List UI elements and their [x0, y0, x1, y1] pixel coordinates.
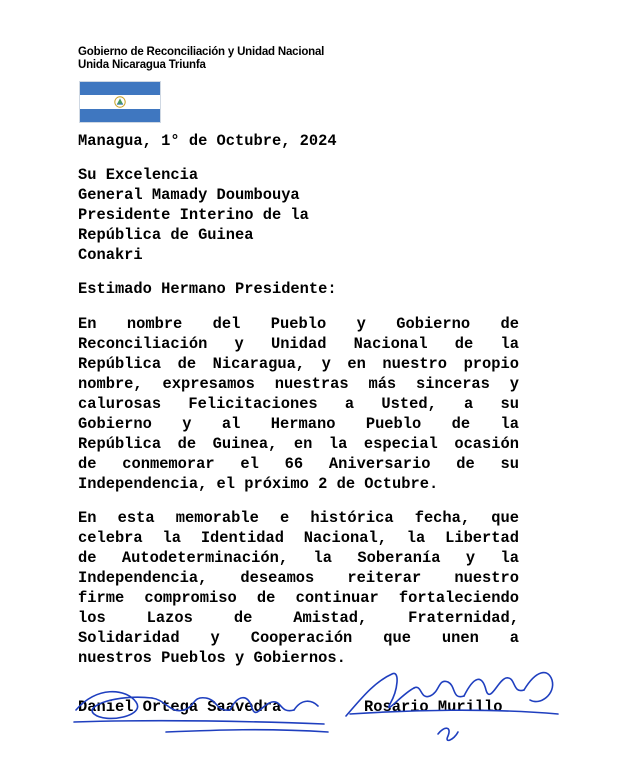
recipient-line: General Mamady Doumbouya [78, 186, 300, 204]
salutation: Estimado Hermano Presidente: [78, 280, 337, 298]
body-paragraph-2 [78, 508, 519, 668]
signatory-right-name: Rosario Murillo [364, 698, 503, 716]
paragraph-line: calurosas Felicitaciones a Usted, a su [78, 395, 519, 413]
recipient-line: Su Excelencia [78, 166, 199, 184]
letter-date: Managua, 1° de Octubre, 2024 [78, 132, 337, 150]
nicaragua-flag [79, 81, 161, 123]
recipient-block [78, 165, 309, 265]
paragraph-line: Gobierno y al Hermano Pueblo de la [78, 415, 519, 433]
paragraph-line: de Autodeterminación, la Soberanía y la [78, 549, 519, 567]
flag-middle-stripe [80, 95, 160, 108]
paragraph-line: celebra la Identidad Nacional, la Libertad [78, 529, 519, 547]
letterhead-line-2: Unida Nicaragua Triunfa [78, 59, 206, 71]
paragraph-line: República de Guinea, en la especial ocasión [78, 435, 519, 453]
paragraph-line: nombre, expresamos nuestras más sinceras y [78, 375, 519, 393]
paragraph-line: de conmemorar el 66 Aniversario de su [78, 455, 519, 473]
flag-top-stripe [80, 82, 160, 95]
letterhead-line-1: Gobierno de Reconciliación y Unidad Nacional [78, 46, 325, 58]
nicaragua-coat-of-arms-icon [114, 96, 126, 108]
recipient-line: República de Guinea [78, 226, 254, 244]
paragraph-line: firme compromiso de continuar fortaleciendo [78, 589, 519, 607]
paragraph-line: los Lazos de Amistad, Fraternidad, [78, 609, 519, 627]
letterhead [78, 46, 324, 72]
body-paragraph-1 [78, 314, 519, 494]
paragraph-line: Independencia, el próximo 2 de Octubre. [78, 475, 439, 493]
signatory-left-name: Daniel Ortega Saavedra [78, 698, 282, 716]
paragraph-line: Independencia, deseamos reiterar nuestro [78, 569, 519, 587]
paragraph-line: Solidaridad y Cooperación que unen a [78, 629, 519, 647]
paragraph-line: Reconciliación y Unidad Nacional de la [78, 335, 519, 353]
flag-bottom-stripe [80, 109, 160, 122]
recipient-line: Conakri [78, 246, 143, 264]
paragraph-line: En nombre del Pueblo y Gobierno de [78, 315, 519, 333]
paragraph-line: nuestros Pueblos y Gobiernos. [78, 649, 346, 667]
recipient-line: Presidente Interino de la [78, 206, 309, 224]
paragraph-line: En esta memorable e histórica fecha, que [78, 509, 519, 527]
paragraph-line: República de Nicaragua, y en nuestro propio [78, 355, 519, 373]
